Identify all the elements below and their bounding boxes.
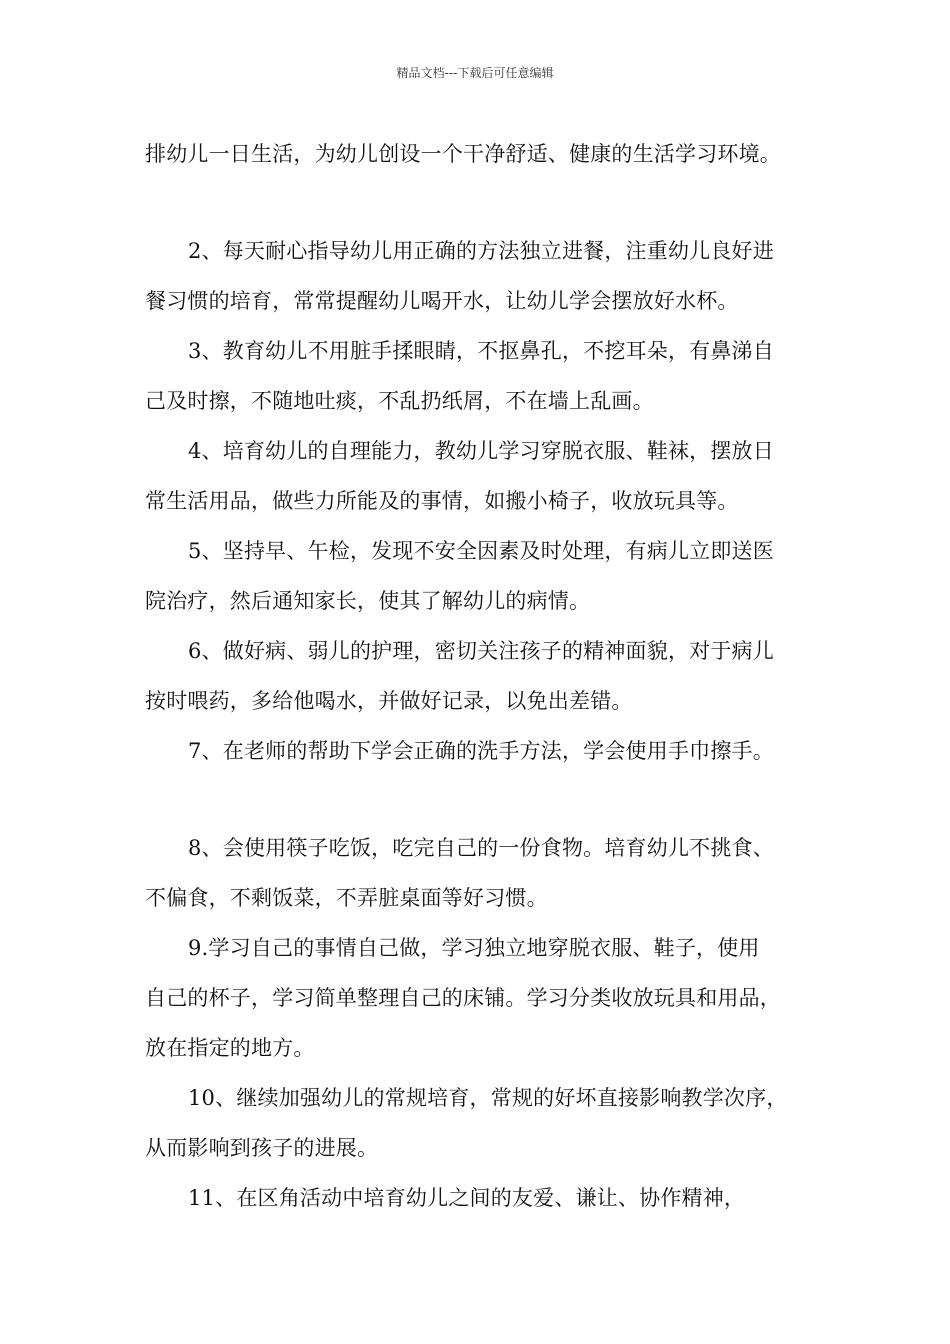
text-line: 8、会使用筷子吃饭，吃完自己的一份食物。培育幼儿不挑食、 [188,836,774,860]
text-line: 9.学习自己的事情自己做，学习独立地穿脱衣服、鞋子，使用 [188,936,760,960]
text-line: 6、做好病、弱儿的护理，密切关注孩子的精神面貌，对于病儿 [188,639,774,663]
text-line: 己及时擦，不随地吐痰，不乱扔纸屑，不在墙上乱画。 [145,389,654,413]
text-line: 排幼儿一日生活，为幼儿创设一个干净舒适、健康的生活学习环境。 [145,142,781,166]
text-line: 3、教育幼儿不用脏手揉眼睛，不抠鼻孔，不挖耳朵，有鼻涕自 [188,339,774,363]
text-line: 放在指定的地方。 [145,1036,315,1060]
text-line: 11、在区角活动中培育幼儿之间的友爱、谦让、协作精神， [188,1186,746,1210]
text-line: 7、在老师的帮助下学会正确的洗手方法，学会使用手巾擦手。 [188,739,774,763]
text-line: 从而影响到孩子的进展。 [145,1136,379,1160]
text-line: 常生活用品，做些力所能及的事情，如搬小椅子，收放玩具等。 [145,489,739,513]
text-line: 按时喂药，多给他喝水，并做好记录，以免出差错。 [145,689,633,713]
text-line: 4、培育幼儿的自理能力，教幼儿学习穿脱衣服、鞋袜，摆放日 [188,439,774,463]
text-line: 餐习惯的培育，常常提醒幼儿喝开水，让幼儿学会摆放好水杯。 [145,289,739,313]
text-line: 2、每天耐心指导幼儿用正确的方法独立进餐，注重幼儿良好进 [188,239,774,263]
text-line: 10、继续加强幼儿的常规培育，常规的好坏直接影响教学次序， [188,1086,788,1110]
page-header: 精品文档---下载后可任意编辑 [396,66,554,80]
text-line: 不偏食，不剩饭菜，不弄脏桌面等好习惯。 [145,886,548,910]
text-line: 5、坚持早、午检，发现不安全因素及时处理，有病儿立即送医 [188,539,774,563]
text-line: 自己的杯子，学习简单整理自己的床铺。学习分类收放玩具和用品， [145,986,781,1010]
text-line: 院治疗，然后通知家长，使其了解幼儿的病情。 [145,589,591,613]
